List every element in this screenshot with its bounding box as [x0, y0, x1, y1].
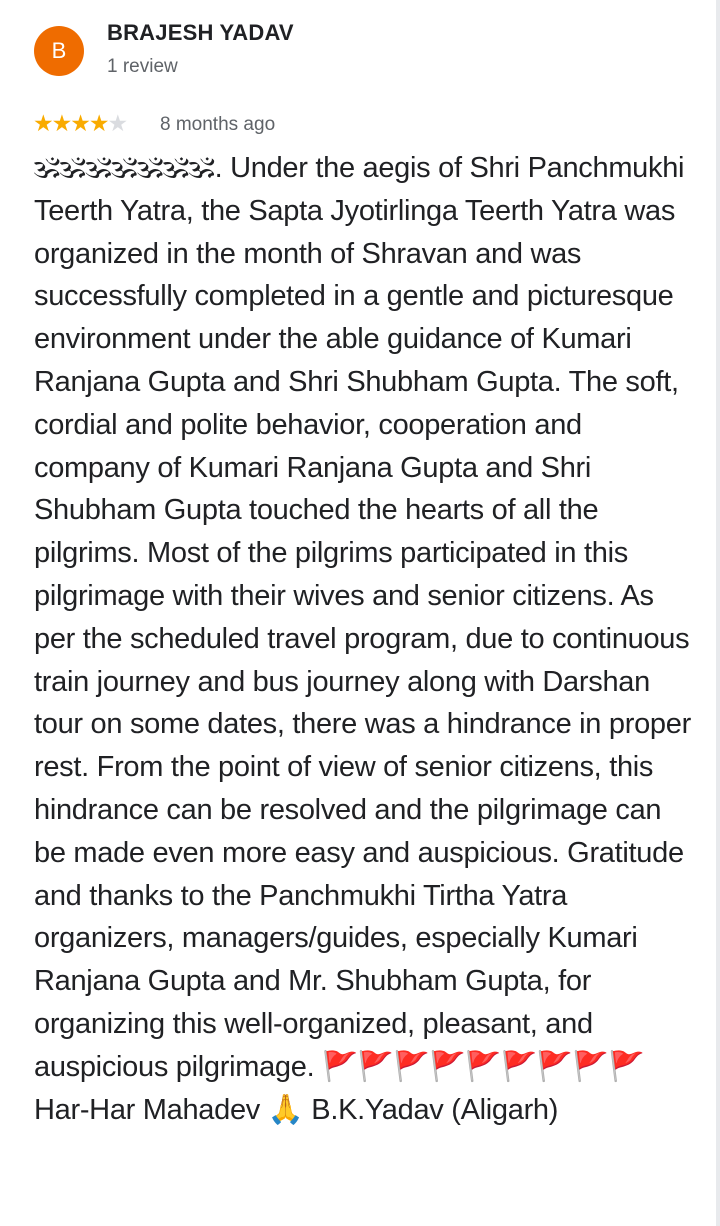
reviewer-name[interactable]: BRAJESH YADAV: [107, 20, 294, 45]
star-rating: [33, 110, 126, 136]
scroll-edge: [716, 0, 720, 1226]
review-date: 8 months ago: [160, 114, 276, 135]
star-icon: ★: [107, 110, 127, 136]
star-icon: ★: [70, 110, 89, 136]
reviewer-review-count: 1 review: [107, 56, 178, 77]
star-icon: ★: [51, 110, 71, 136]
star-icon: ★: [33, 110, 52, 136]
star-icon: ★: [88, 110, 108, 136]
avatar[interactable]: B: [34, 26, 84, 76]
review-text: 🕉🕉🕉🕉🕉🕉🕉. Under the aegis of Shri Panchmukhi Teerth Yatra, the Sapta Jyotirlinga Teerth Yatra was organized in the month of Shravan and was successfully completed in a gentle and picturesque environment under the able guidance of Kumari Ranjana Gupta and Shri Shubham Gupta. The soft, cordial and polite behavior, cooperation and company of Kumari Ranjana Gupta and Shri Shubham Gupta touched the hearts of all the pilgrims. Most of the pilgrims participated in this pilgrimage with their wives and senior citizens. As per the scheduled travel program, due to continuous train journey and bus journey along with Darshan tour on some dates, there was a hindrance in proper rest. From the point of view of senior citizens, this hindrance can be resolved and the pilgrimage can be made even more easy and auspicious. Gratitude and thanks to the Panchmukhi Tirtha Yatra organizers, managers/guides, especially Kumari Ranjana Gupta and Mr. Shubham Gupta, for organizing this well-organized, pleasant, and auspicious pilgrimage. 🚩🚩🚩🚩🚩🚩🚩🚩🚩 Har-Har Mahadev 🙏 B.K.Yadav (Aligarh): [34, 152, 691, 1126]
